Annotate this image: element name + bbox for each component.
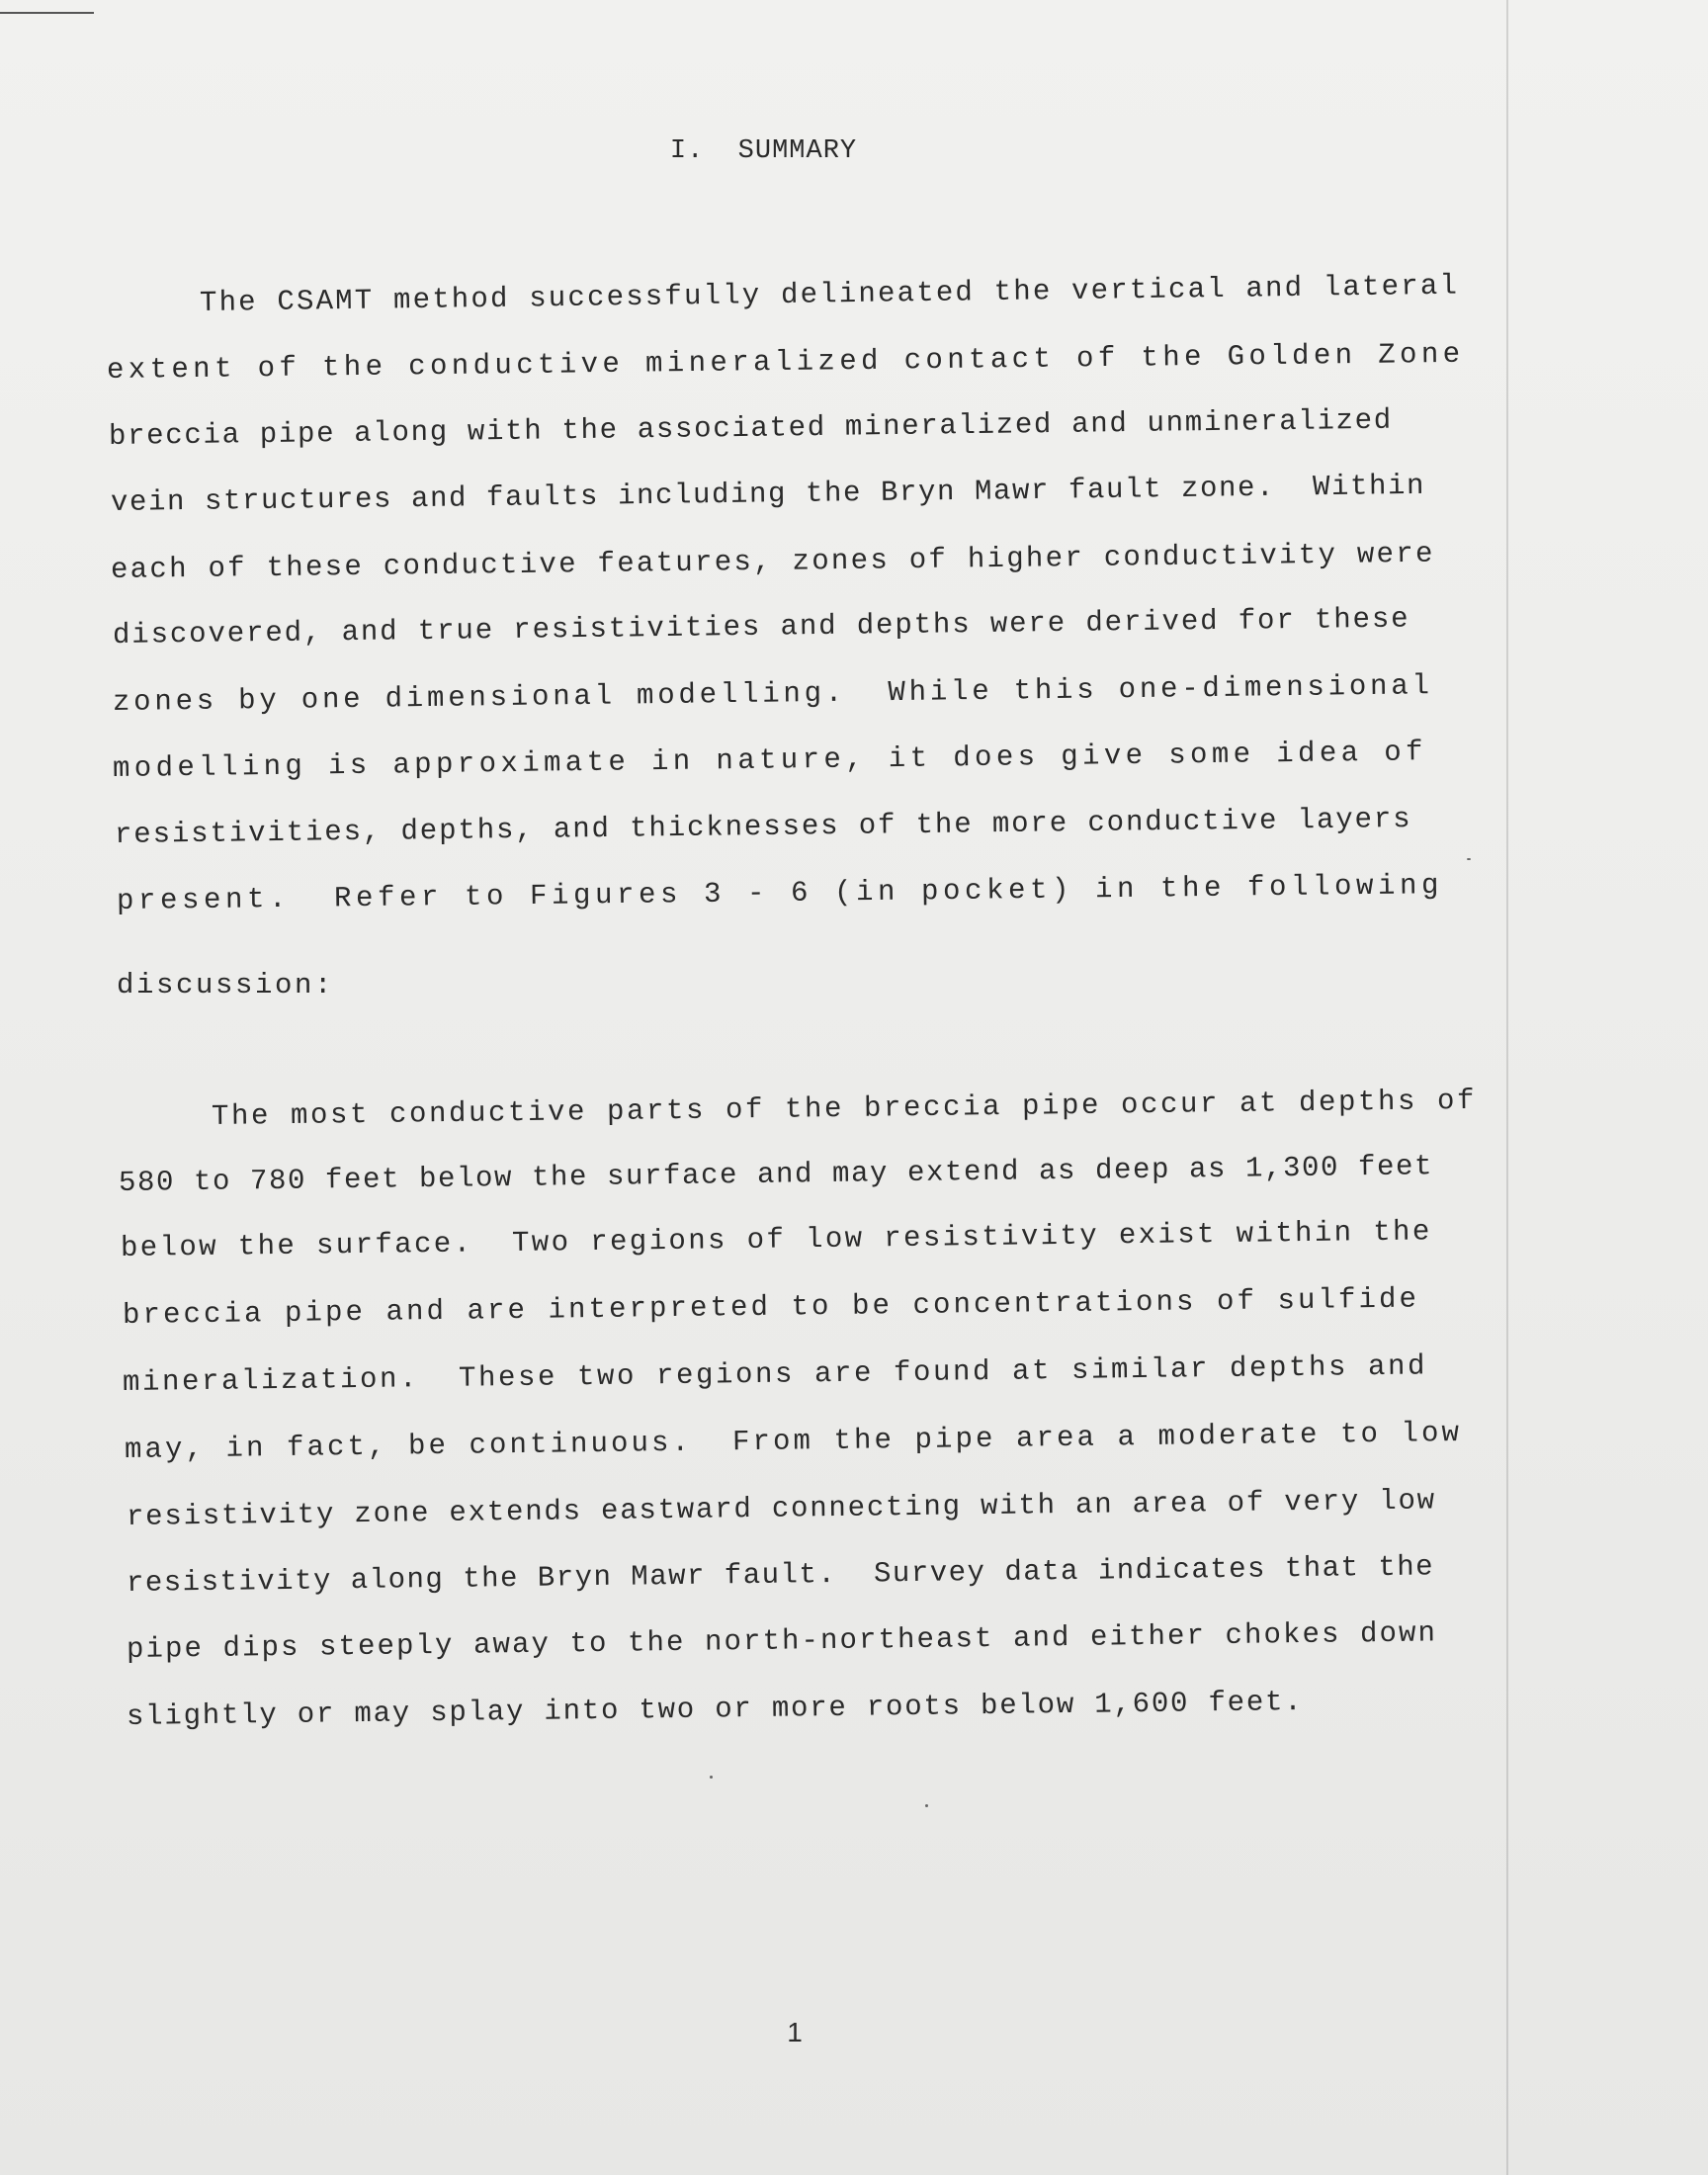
- text-line: present. Refer to Figures 3 - 6 (in pocket) in the following: [116, 869, 1444, 917]
- text-line: pipe dips steeply away to the north-northeast and either chokes down: [126, 1616, 1438, 1666]
- text-line: modelling is approximate in nature, it does give some idea of: [112, 736, 1428, 785]
- text-line: resistivity along the Bryn Mawr fault. Survey data indicates that the: [126, 1550, 1435, 1600]
- text-line: each of these conductive features, zones of higher conductivity were: [110, 537, 1435, 586]
- scan-speck: [925, 1804, 928, 1807]
- text-line: mineralization. These two regions are found at similar depths and: [122, 1349, 1428, 1399]
- text-line: breccia pipe and are interpreted to be concentrations of sulfide: [122, 1282, 1420, 1332]
- section-heading: I. SUMMARY: [669, 136, 858, 166]
- text-line: breccia pipe along with the associated mineralized and unmineralized: [108, 403, 1394, 453]
- scan-edge-rule: [0, 12, 94, 14]
- text-line: discovered, and true resistivities and depths were derived for these: [112, 602, 1410, 652]
- scan-speck: [710, 1776, 713, 1779]
- page-fold-line: [1506, 0, 1508, 2175]
- text-line: discussion:: [117, 969, 335, 1001]
- text-line: slightly or may splay into two or more roots below 1,600 feet.: [126, 1686, 1304, 1733]
- text-line: extent of the conductive mineralized contact of the Golden Zone: [106, 337, 1465, 387]
- text-line: below the surface. Two regions of low resistivity exist within the: [120, 1215, 1432, 1264]
- text-line: vein structures and faults including the Bryn Mawr fault zone. Within: [110, 469, 1426, 519]
- text-line: resistivity zone extends eastward connecting with an area of very low: [126, 1484, 1437, 1533]
- scan-speck: [1467, 858, 1471, 860]
- text-line: zones by one dimensional modelling. While this one-dimensional: [112, 669, 1433, 719]
- text-line: may, in fact, be continuous. From the pipe area a moderate to low: [124, 1416, 1463, 1466]
- text-line: 580 to 780 feet below the surface and may extend as deep as 1,300 feet: [118, 1150, 1434, 1199]
- text-line: resistivities, depths, and thicknesses of the more conductive layers: [114, 802, 1412, 851]
- text-line: The most conductive parts of the breccia pipe occur at depths of: [211, 1084, 1478, 1133]
- text-line: The CSAMT method successfully delineated the vertical and lateral: [199, 269, 1460, 319]
- page-number: 1: [787, 2017, 803, 2047]
